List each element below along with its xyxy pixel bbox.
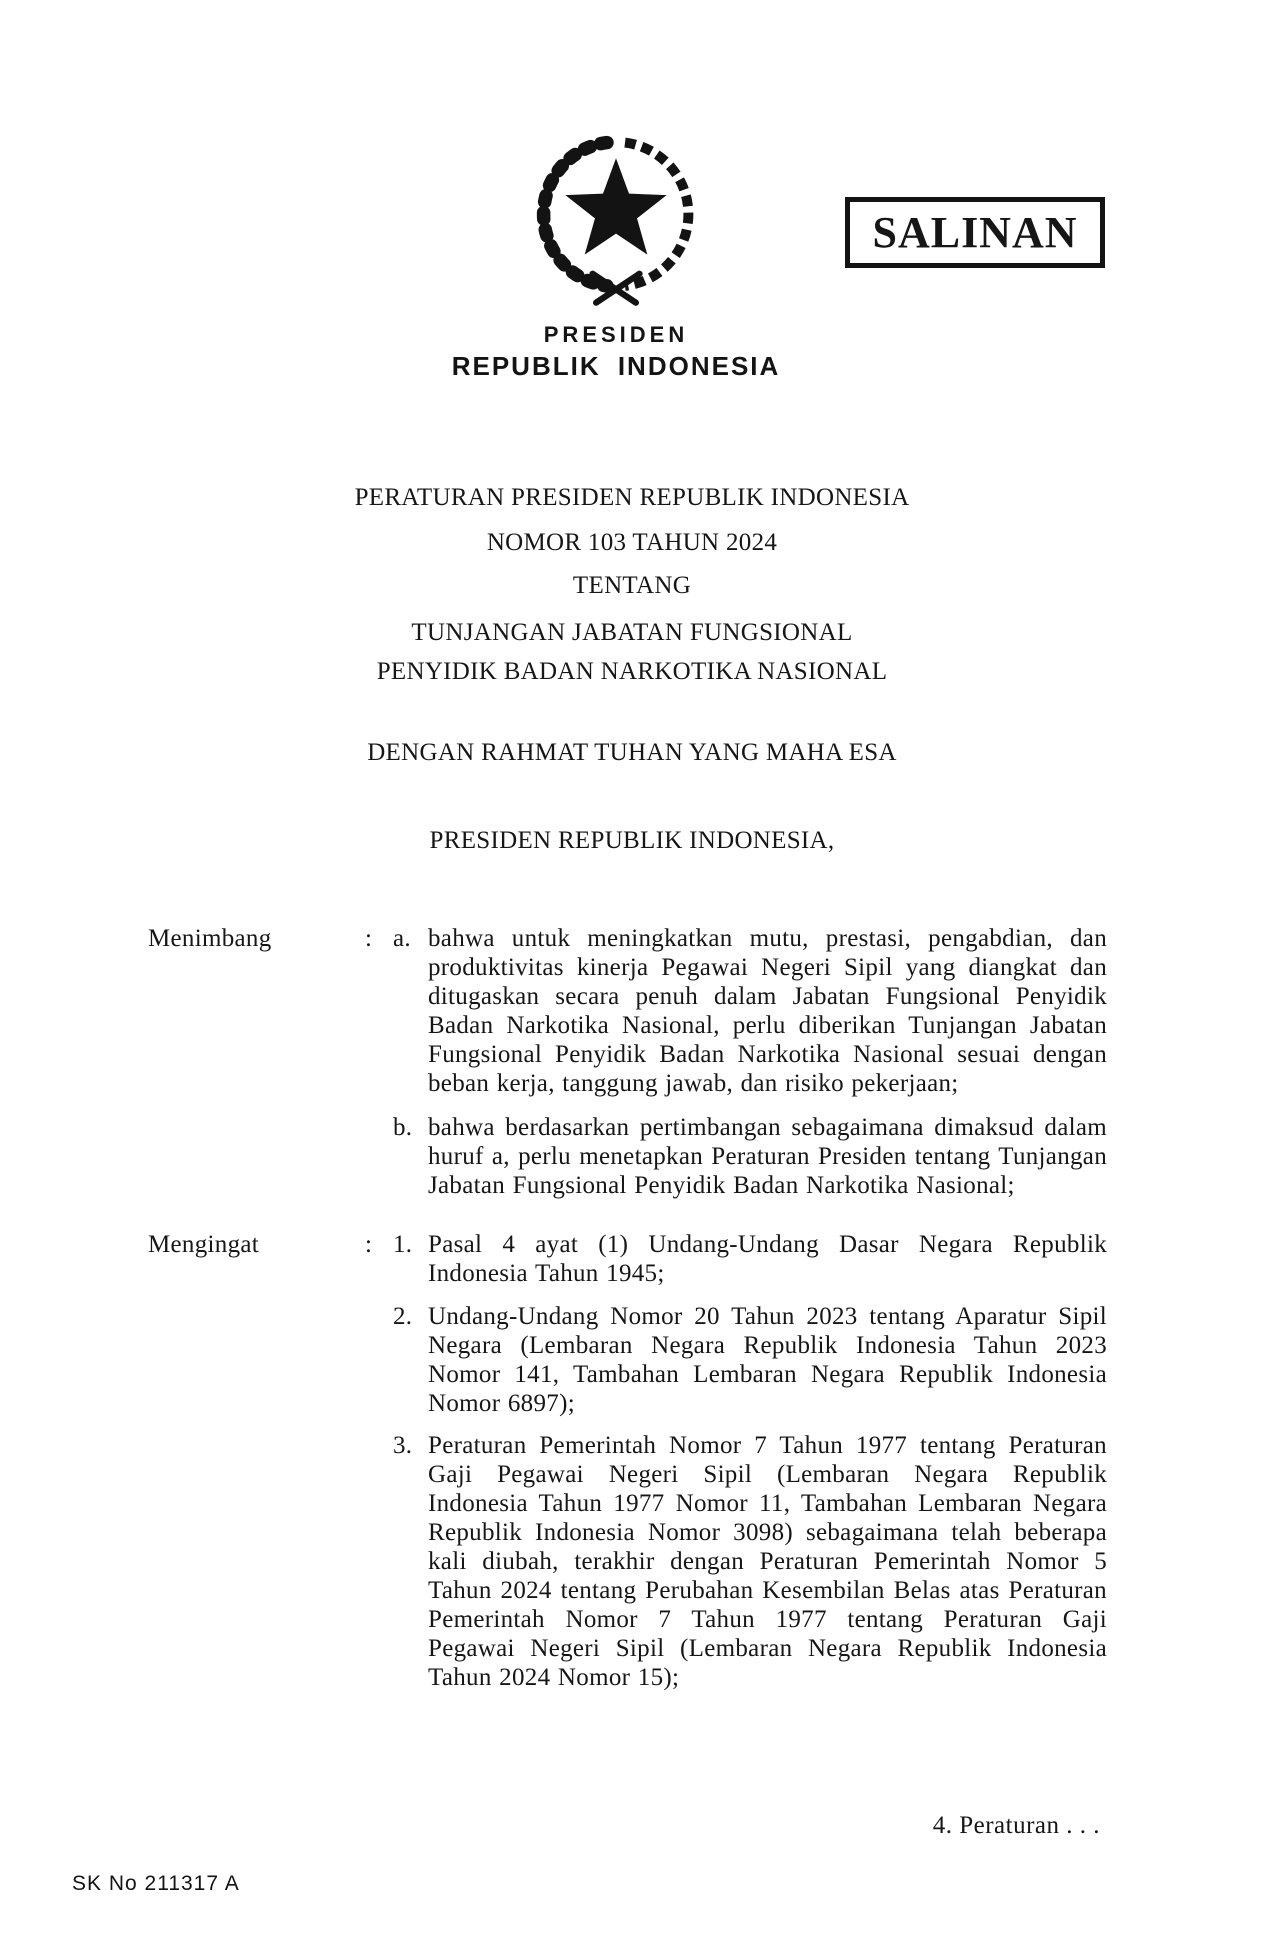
letterhead (452, 322, 781, 382)
catchword: 4. Peraturan . . . (932, 1812, 1100, 1839)
item-text: bahwa untuk meningkatkan mutu, prestasi, pengabdian, dan produktivitas kinerja Pegawai Negeri Sipil yang diangkat dan ditugaskan secara penuh dalam Jabatan Fungsional Penyidik Badan Narkotika Nasional, perlu diberikan Tunjangan Jabatan Fungsional Penyidik Badan Narkotika Nasional sesuai dengan beban kerja, tanggung jawab, dan risiko pekerjaan; (428, 925, 1107, 1097)
subject-line2: PENYIDIK BADAN NARKOTIKA NASIONAL (376, 658, 888, 685)
sk-number: SK No 211317 A (72, 1872, 240, 1895)
menimbang-clause (148, 924, 1107, 1200)
subject-line1: TUNJANGAN JABATAN FUNGSIONAL (411, 619, 853, 646)
item-text: Peraturan Pemerintah Nomor 7 Tahun 1977 tentang Peraturan Gaji Pegawai Negeri Sipil (Lembaran Negara Republik Indonesia Tahun 1977 Nomor 11, Tambahan Lembaran Negara Republik Indonesia Nomor 3098) sebagaimana telah beberapa kali diubah, terakhir dengan Peraturan Pemerintah Nomor 5 Tahun 2024 tentang Perubahan Kesembilan Belas atas Peraturan Pemerintah Nomor 7 Tahun 1977 tentang Peraturan Gaji Pegawai Negeri Sipil (Lembaran Negara Republik Indonesia Tahun 2024 Nomor 15); (428, 1432, 1107, 1691)
menimbang-label: Menimbang (148, 925, 272, 952)
item-marker: 3. (393, 1432, 413, 1459)
salinan-label: SALINAN (872, 208, 1078, 257)
mengingat-label: Mengingat (148, 1231, 260, 1258)
menimbang-item-b (393, 1113, 1107, 1200)
tentang-label: TENTANG (572, 572, 692, 599)
star-wreath-emblem-icon (521, 124, 711, 309)
menimbang-item-a (393, 924, 1107, 1098)
item-marker: b. (393, 1114, 413, 1141)
preamble (148, 924, 1107, 1692)
item-text: Pasal 4 ayat (1) Undang-Undang Dasar Negara Republik Indonesia Tahun 1945; (428, 1231, 1107, 1287)
item-marker: a. (393, 925, 411, 952)
authority-line: PRESIDEN REPUBLIK INDONESIA, (429, 827, 835, 854)
mengingat-item-3 (393, 1431, 1107, 1692)
mengingat-item-2 (393, 1302, 1107, 1418)
item-marker: 2. (393, 1303, 413, 1330)
regulation-number: NOMOR 103 TAHUN 2024 (486, 529, 778, 556)
item-text: bahwa berdasarkan pertimbangan sebagaimana dimaksud dalam huruf a, perlu menetapkan Peraturan Presiden tentang Tunjangan Jabatan Fungsional Penyidik Badan Narkotika Nasional; (428, 1114, 1107, 1199)
letterhead-line1: PRESIDEN (543, 322, 689, 347)
item-text: Undang-Undang Nomor 20 Tahun 2023 tentang Aparatur Sipil Negara (Lembaran Negara Republik Indonesia Tahun 2023 Nomor 141, Tambahan Lembaran Negara Republik Indonesia Nomor 6897); (428, 1303, 1107, 1417)
mengingat-colon: : (365, 1231, 373, 1258)
regulation-title-line1: PERATURAN PRESIDEN REPUBLIK INDONESIA (354, 484, 910, 511)
salinan-stamp (845, 197, 1105, 268)
mengingat-clause (148, 1230, 1107, 1692)
item-marker: 1. (393, 1231, 413, 1258)
letterhead-line2: REPUBLIK INDONESIA (451, 351, 781, 381)
menimbang-colon: : (365, 925, 373, 952)
invocation-line: DENGAN RAHMAT TUHAN YANG MAHA ESA (367, 739, 897, 766)
mengingat-item-1 (393, 1230, 1107, 1288)
